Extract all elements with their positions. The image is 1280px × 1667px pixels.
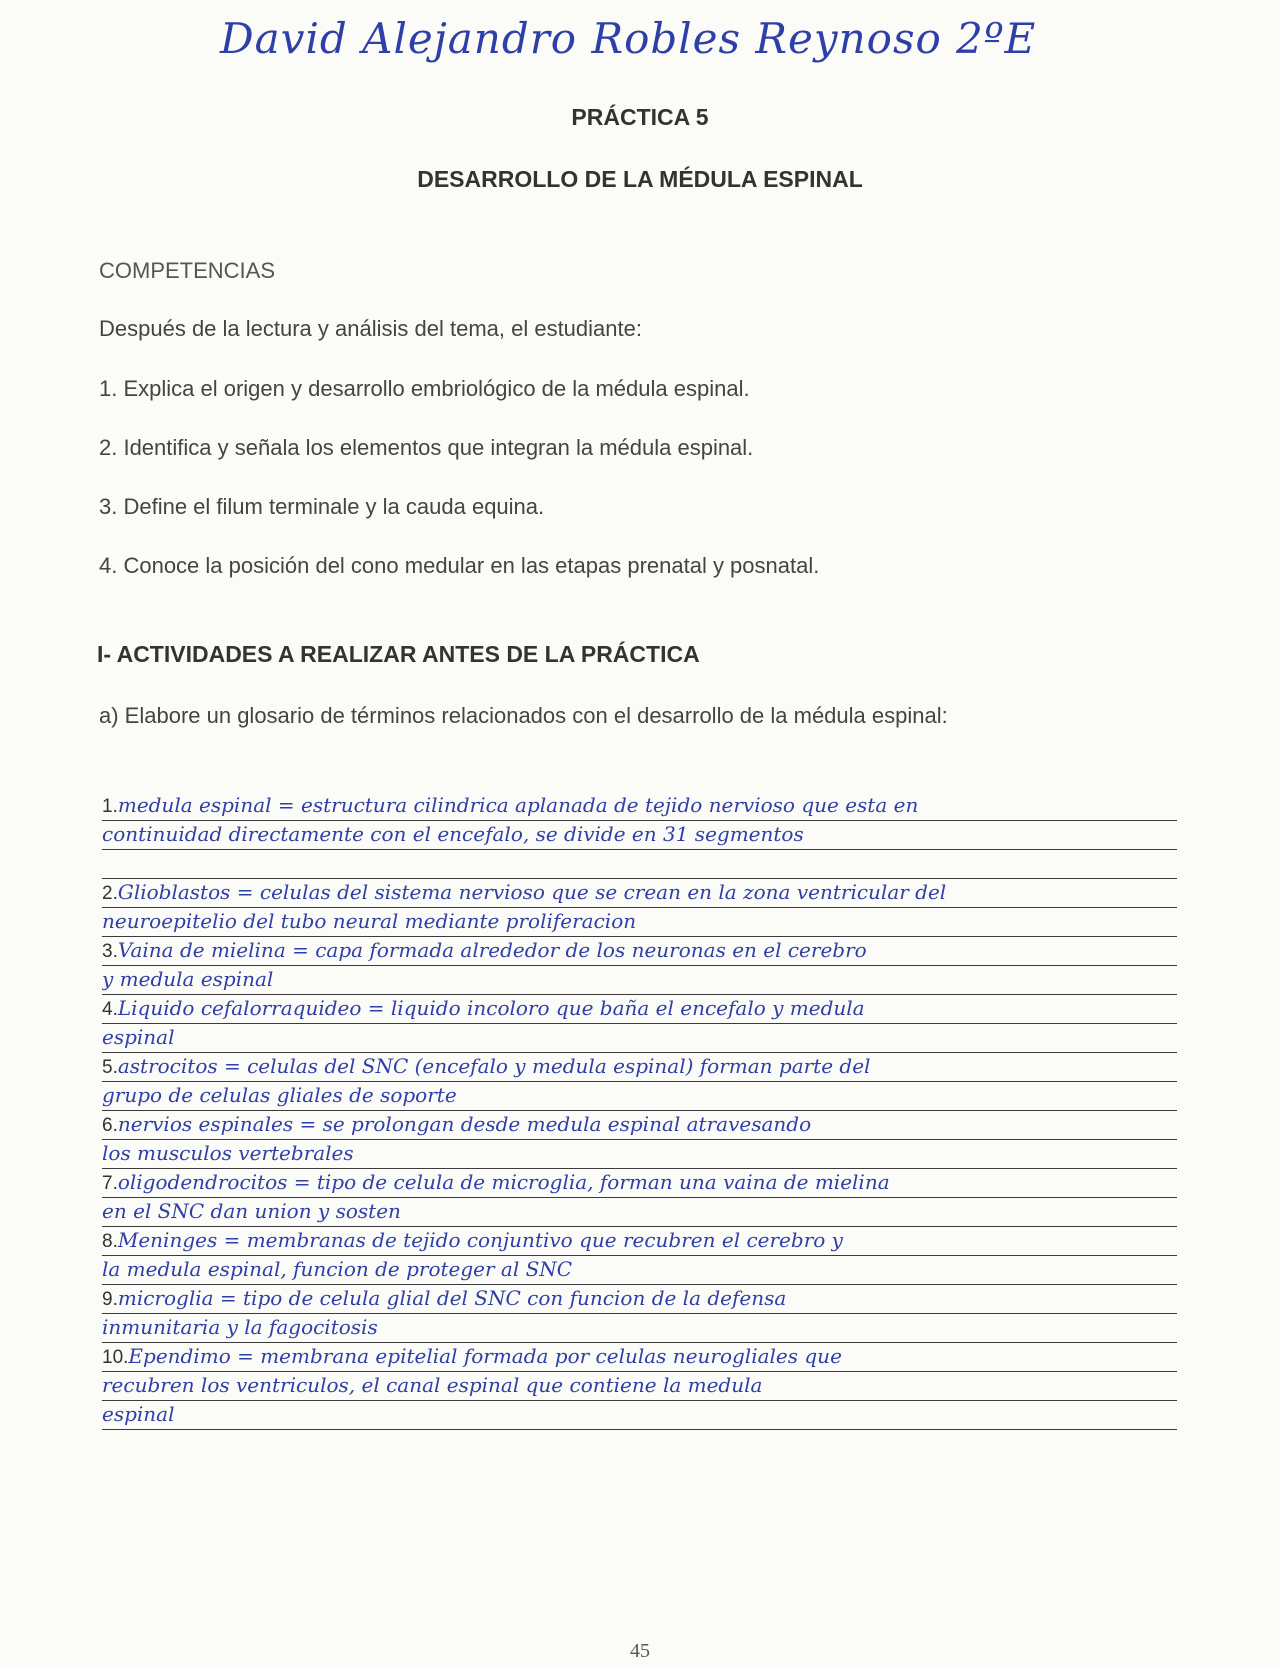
- objective-item: 4. Conoce la posición del cono medular en las etapas prenatal y posnatal.: [99, 553, 820, 578]
- glossary-line: [102, 966, 1177, 995]
- glossary-line: [102, 1343, 1177, 1372]
- glossary-line: [102, 850, 1177, 879]
- glossary-text-handwritten: inmunitaria y la fagocitosis: [102, 1315, 378, 1339]
- glossary-entry: [102, 937, 1177, 995]
- glossary-line: [102, 821, 1177, 850]
- glossary-number: 5.: [102, 1057, 118, 1078]
- glossary-line: [102, 1256, 1177, 1285]
- glossary-text-handwritten: neuroepitelio del tubo neural mediante proliferacion: [102, 909, 637, 933]
- glossary-line: [102, 1024, 1177, 1053]
- objective-item: 1. Explica el origen y desarrollo embriológico de la médula espinal.: [99, 376, 750, 401]
- glossary-line: [102, 1053, 1177, 1082]
- practice-title: PRÁCTICA 5: [571, 104, 709, 130]
- glossary-line: [102, 1227, 1177, 1256]
- glossary-text-handwritten: astrocitos = celulas del SNC (encefalo y medula espinal) forman parte del: [117, 1054, 871, 1078]
- glossary-number: 9.: [102, 1289, 118, 1310]
- glossary-text-handwritten: espinal: [102, 1402, 175, 1426]
- glossary-entry: [102, 792, 1177, 879]
- glossary-number: 1.: [102, 796, 118, 817]
- glossary-number: 2.: [102, 883, 118, 904]
- glossary-text-handwritten: y medula espinal: [102, 967, 274, 991]
- glossary-text-handwritten: en el SNC dan union y sosten: [102, 1199, 401, 1223]
- glossary-number: 8.: [102, 1231, 118, 1252]
- glossary-number: 4.: [102, 999, 118, 1020]
- glossary-entry: [102, 1111, 1177, 1169]
- glossary-entry: [102, 1227, 1177, 1285]
- glossary-line: [102, 1082, 1177, 1111]
- glossary-entry: [102, 1053, 1177, 1111]
- glossary-text-handwritten: microglia = tipo de celula glial del SNC con funcion de la defensa: [117, 1286, 787, 1310]
- glossary-line: [102, 1111, 1177, 1140]
- page-number: 45: [630, 1640, 650, 1662]
- glossary-number: 10.: [102, 1347, 129, 1368]
- glossary-text-handwritten: Ependimo = membrana epitelial formada por celulas neurogliales que: [128, 1344, 842, 1368]
- glossary-line: [102, 1401, 1177, 1430]
- glossary-number: 7.: [102, 1173, 118, 1194]
- glossary-text-handwritten: continuidad directamente con el encefalo, se divide en 31 segmentos: [102, 822, 804, 846]
- glossary-entry: [102, 1285, 1177, 1343]
- glossary-text-handwritten: medula espinal = estructura cilindrica aplanada de tejido nervioso que esta en: [117, 793, 919, 817]
- objective-item: 2. Identifica y señala los elementos que integran la médula espinal.: [99, 435, 754, 460]
- glossary-text-handwritten: recubren los ventriculos, el canal espinal que contiene la medula: [102, 1373, 763, 1397]
- glossary-line: [102, 1140, 1177, 1169]
- glossary-number: 3.: [102, 941, 118, 962]
- glossary-line: [102, 937, 1177, 966]
- glossary-text-handwritten: grupo de celulas gliales de soporte: [102, 1083, 457, 1107]
- student-name-handwritten: David Alejandro Robles Reynoso 2ºE: [220, 14, 1037, 63]
- objective-item: 3. Define el filum terminale y la cauda equina.: [99, 494, 545, 519]
- glossary-text-handwritten: la medula espinal, funcion de proteger al SNC: [102, 1257, 573, 1281]
- competencias-intro: Después de la lectura y análisis del tema, el estudiante:: [99, 316, 642, 341]
- practice-subtitle: DESARROLLO DE LA MÉDULA ESPINAL: [417, 166, 863, 192]
- glossary-line: [102, 995, 1177, 1024]
- glossary-entry: [102, 1343, 1177, 1430]
- glossary-text-handwritten: los musculos vertebrales: [102, 1141, 354, 1165]
- section-instruction: a) Elabore un glosario de términos relacionados con el desarrollo de la médula espinal:: [99, 703, 948, 728]
- glossary-text-handwritten: espinal: [102, 1025, 175, 1049]
- glossary-line: [102, 879, 1177, 908]
- competencias-heading: COMPETENCIAS: [99, 258, 276, 283]
- glossary-line: [102, 908, 1177, 937]
- glossary-entry: [102, 1169, 1177, 1227]
- glossary-line: [102, 1372, 1177, 1401]
- glossary-number: 6.: [102, 1115, 118, 1136]
- glossary-text-handwritten: Vaina de mielina = capa formada alrededor de los neuronas en el cerebro: [117, 938, 867, 962]
- glossary-text-handwritten: nervios espinales = se prolongan desde medula espinal atravesando: [117, 1112, 812, 1136]
- glossary-list: [102, 792, 1177, 1430]
- glossary-line: [102, 1169, 1177, 1198]
- glossary-text-handwritten: Glioblastos = celulas del sistema nervioso que se crean en la zona ventricular del: [117, 880, 947, 904]
- glossary-text-handwritten: Meninges = membranas de tejido conjuntivo que recubren el cerebro y: [117, 1228, 843, 1252]
- glossary-line: [102, 1285, 1177, 1314]
- glossary-entry: [102, 995, 1177, 1053]
- glossary-text-handwritten: oligodendrocitos = tipo de celula de microglia, forman una vaina de mielina: [117, 1170, 890, 1194]
- glossary-line: [102, 1198, 1177, 1227]
- glossary-line: [102, 792, 1177, 821]
- glossary-text-handwritten: Liquido cefalorraquideo = liquido incoloro que baña el encefalo y medula: [117, 996, 865, 1020]
- glossary-line: [102, 1314, 1177, 1343]
- glossary-entry: [102, 879, 1177, 937]
- section-heading: I- ACTIVIDADES A REALIZAR ANTES DE LA PRÁCTICA: [97, 641, 700, 667]
